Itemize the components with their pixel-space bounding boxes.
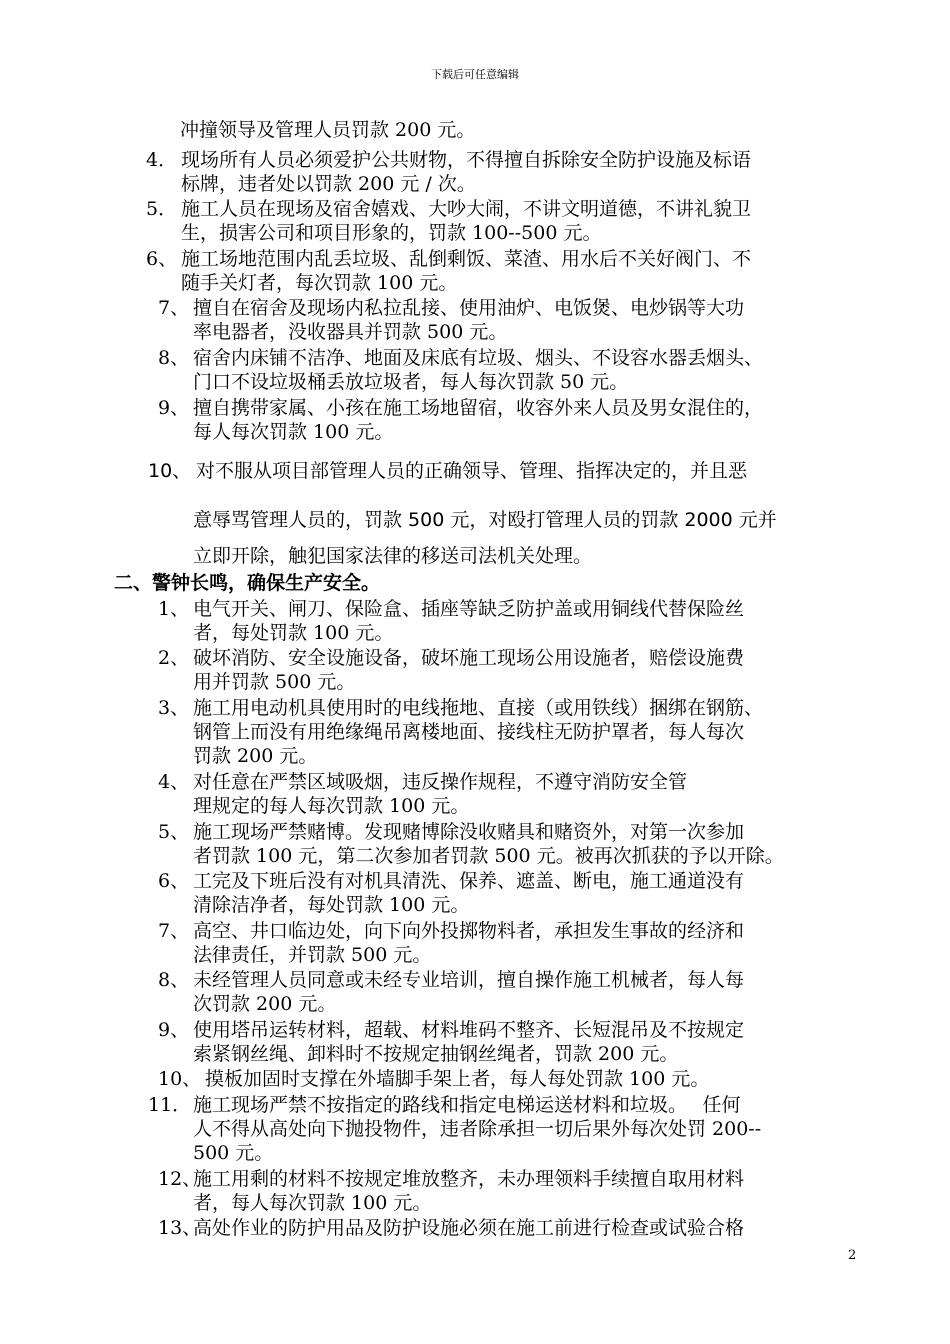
rule-line: 率电器者，没收器具并罚款 500 元。 (193, 321, 508, 343)
rule-number: 7、 (158, 920, 190, 942)
rule-number: 8、 (158, 347, 190, 369)
rule-line: 次罚款 200 元。 (193, 993, 337, 1015)
rule-line: 者罚款 100 元，第二次参加者罚款 500 元。被再次抓获的予以开除。 (193, 845, 784, 867)
rule-number: 11． (148, 1094, 192, 1116)
rule-line: 未经管理人员同意或未经专业培训，擅自操作施工机械者，每人每 (193, 969, 745, 991)
rule-line: 对不服从项目部管理人员的正确领导、管理、指挥决定的，并且恶 (196, 460, 748, 482)
rule-line: 每人每次罚款 100 元。 (193, 421, 394, 443)
rule-line: 清除洁净者，每处罚款 100 元。 (193, 894, 470, 916)
rule-number: 1、 (158, 598, 190, 620)
rule-number: 9、 (158, 1019, 190, 1041)
rule-number: 13、 (158, 1217, 202, 1239)
rule-line: 理规定的每人每次罚款 100 元。 (193, 795, 470, 817)
rule-number: 6、 (146, 248, 178, 270)
section-heading: 二、警钟长鸣，确保生产安全。 (114, 572, 381, 594)
rule-line: 施工用剩的材料不按规定堆放整齐，未办理领料手续擅自取用材料 (193, 1168, 745, 1190)
rule-line: 门口不设垃圾桶丢放垃圾者，每人每次罚款 50 元。 (193, 371, 629, 393)
rule-number: 6、 (158, 870, 190, 892)
rule-number: 9、 (158, 397, 190, 419)
rule-line: 随手关灯者，每次罚款 100 元。 (181, 272, 458, 294)
rule-line: 用并罚款 500 元。 (193, 671, 356, 693)
page-header: 下载后可任意编辑 (431, 68, 519, 81)
rule-line: 破坏消防、安全设施设备，破坏施工现场公用设施者，赔偿设施费 (193, 647, 745, 669)
rule-number: 10、 (158, 1068, 202, 1090)
page-number: 2 (848, 1248, 857, 1263)
rule-line: 现场所有人员必须爱护公共财物，不得擅自拆除安全防护设施及标语 (181, 149, 752, 171)
intro-continuation-line: 冲撞领导及管理人员罚款 200 元。 (180, 119, 476, 141)
rule-line: 施工人员在现场及宿舍嬉戏、大吵大闹，不讲文明道德，不讲礼貌卫 (181, 198, 752, 220)
rule-number: 5． (146, 198, 178, 220)
rule-line: 工完及下班后没有对机具清洗、保养、遮盖、断电，施工通道没有 (193, 870, 745, 892)
rule-line: 施工场地范围内乱丢垃圾、乱倒剩饭、菜渣、用水后不关好阀门、不 (181, 248, 752, 270)
rule-number: 4． (146, 149, 178, 171)
rule-line: 对任意在严禁区域吸烟，违反操作规程，不遵守消防安全管 (193, 771, 688, 793)
rule-number: 10、 (148, 460, 192, 482)
rule-number: 7、 (158, 297, 190, 319)
rule-line: 500 元。 (193, 1142, 274, 1164)
rule-line: 立即开除，触犯国家法律的移送司法机关处理。 (193, 545, 593, 567)
rule-line: 擅自携带家属、小孩在施工场地留宿，收容外来人员及男女混住的， (193, 397, 764, 419)
rule-line: 宿舍内床铺不洁净、地面及床底有垃圾、烟头、不设容水器丢烟头、 (193, 347, 764, 369)
rule-number: 3、 (158, 697, 190, 719)
rule-line: 标牌，违者处以罚款 200 元 / 次。 (181, 173, 476, 195)
rule-line: 人不得从高处向下抛投物件，违者除承担一切后果外每次处罚 200-- (193, 1118, 762, 1140)
rule-line: 者，每人每次罚款 100 元。 (193, 1192, 432, 1214)
rule-line: 钢管上而没有用绝缘绳吊离楼地面、接线柱无防护罩者，每人每次 (193, 721, 745, 743)
rule-number: 12、 (158, 1168, 202, 1190)
rule-line: 高处作业的防护用品及防护设施必须在施工前进行检查或试验合格 (193, 1217, 745, 1239)
rule-number: 2、 (158, 647, 190, 669)
rule-line: 生，损害公司和项目形象的，罚款 100--500 元。 (181, 222, 602, 244)
rule-line: 罚款 200 元。 (193, 745, 318, 767)
rule-line: 意辱骂管理人员的，罚款 500 元，对殴打管理人员的罚款 2000 元并 (193, 509, 777, 531)
rule-line: 电气开关、闸刀、保险盒、插座等缺乏防护盖或用铜线代替保险丝 (193, 598, 745, 620)
rule-line: 擅自在宿舍及现场内私拉乱接、使用油炉、电饭煲、电炒锅等大功 (193, 297, 745, 319)
rule-number: 4、 (158, 771, 190, 793)
rule-line: 施工现场严禁不按指定的路线和指定电梯运送材料和垃圾。 任何 (193, 1094, 741, 1116)
rule-line: 施工用电动机具使用时的电线拖地、直接（或用铁线）捆绑在钢筋、 (193, 697, 764, 719)
rule-number: 8、 (158, 969, 190, 991)
rule-line: 高空、井口临边处，向下向外投掷物料者，承担发生事故的经济和 (193, 920, 745, 942)
rule-line: 法律责任，并罚款 500 元。 (193, 944, 432, 966)
rule-line: 使用塔吊运转材料，超载、材料堆码不整齐、长短混吊及不按规定 (193, 1019, 745, 1041)
rule-line: 索紧钢丝绳、卸料时不按规定抽钢丝绳者，罚款 200 元。 (193, 1043, 679, 1065)
rule-number: 5、 (158, 821, 190, 843)
rule-line: 摸板加固时支撑在外墙脚手架上者，每人每处罚款 100 元。 (205, 1068, 710, 1090)
rule-line: 施工现场严禁赌博。发现赌博除没收赌具和赌资外，对第一次参加 (193, 821, 745, 843)
rule-line: 者，每处罚款 100 元。 (193, 622, 394, 644)
